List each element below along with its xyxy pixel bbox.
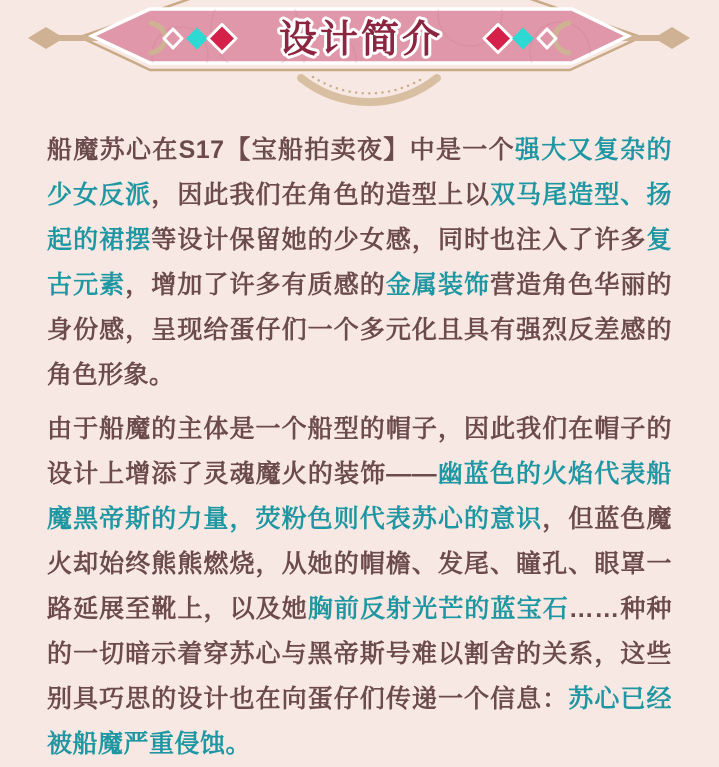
crescent-divider-icon [301, 78, 437, 102]
highlighted-text: 幽蓝色的火焰代表船魔黑帝斯的力量，荧粉色则代表苏心的意识 [47, 460, 672, 533]
body-text: ，增加了许多有质感的 [125, 271, 386, 299]
highlighted-text: 强大又复杂的少女反派 [47, 136, 672, 209]
right-end-diamond-icon [654, 27, 690, 49]
body-text: 等设计保留她的少女感，同时也注入了许多 [151, 226, 647, 254]
body-text: ……种种的一切暗示着穿苏心与黑帝斯号难以割舍的关系，这些别具巧思的设计也在向蛋仔们传递一个信息： [47, 595, 672, 713]
article [0, 112, 719, 767]
page-title: 设计简介 [278, 19, 444, 61]
highlighted-text: 双马尾造型、扬起的裙摆 [47, 181, 672, 254]
header-banner [0, 0, 719, 112]
design-intro-paragraph-1 [47, 128, 672, 398]
design-intro-paragraph-2 [47, 407, 672, 767]
body-text: 船魔苏心在S17【宝船拍卖夜】中是一个 [47, 136, 515, 164]
highlighted-text: 胸前反射光芒的蓝宝石 [307, 595, 569, 623]
body-text: ，但蓝色魔火却始终熊熊燃烧，从她的帽檐、发尾、瞳孔、眼罩一路延展至靴上，以及她 [47, 505, 672, 623]
body-text: 营造角色华丽的身份感，呈现给蛋仔们一个多元化且具有强烈反差感的角色形象。 [47, 271, 672, 389]
highlighted-text: 金属装饰 [385, 271, 491, 299]
body-text: ，因此我们在角色的造型上以 [151, 181, 491, 209]
highlighted-text: 苏心已经被船魔严重侵蚀。 [47, 685, 672, 758]
left-end-diamond-icon [28, 27, 64, 49]
page-header [0, 0, 719, 112]
highlighted-text: 复古元素 [47, 226, 672, 299]
body-text: 由于船魔的主体是一个船型的帽子，因此我们在帽子的设计上增添了灵魂魔火的装饰—— [47, 415, 672, 488]
